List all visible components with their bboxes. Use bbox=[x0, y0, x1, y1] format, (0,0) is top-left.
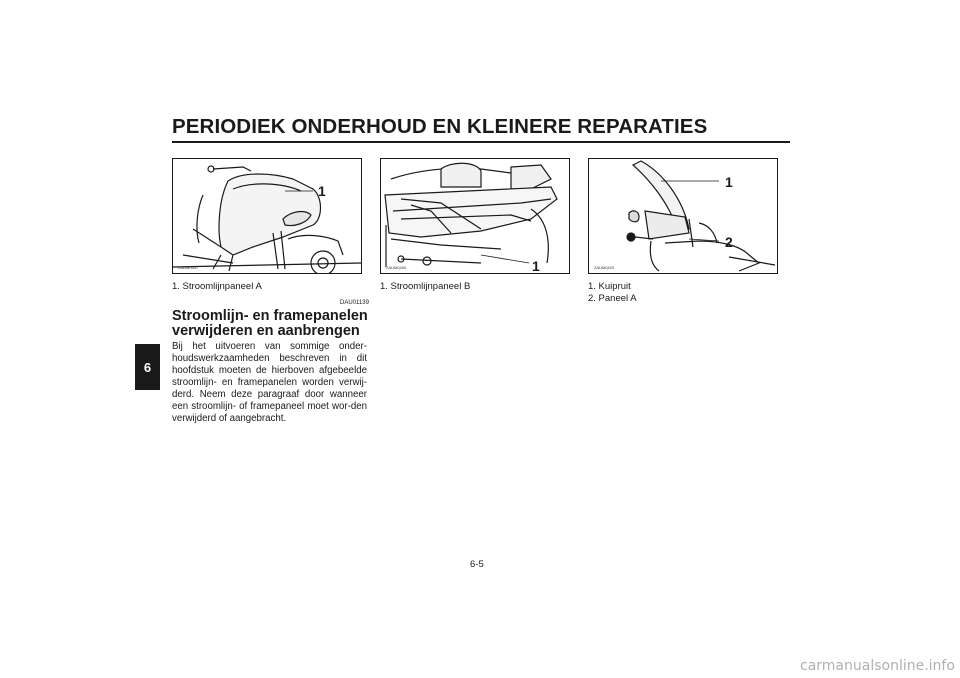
page-number: 6-5 bbox=[470, 559, 484, 570]
figure-windshield bbox=[588, 158, 778, 274]
caption-line: 1. Kuipruit bbox=[588, 281, 631, 292]
section-heading: Stroomlijn- en framepanelen verwijderen en aanbrengen bbox=[172, 308, 368, 339]
cowling-a-illustration bbox=[173, 159, 361, 273]
figure-caption bbox=[588, 281, 637, 305]
watermark[interactable]: carmanualsonline.info bbox=[800, 658, 955, 674]
figure-code: ZAUM0437 bbox=[178, 265, 199, 270]
figure-code: ZAUM0400 bbox=[386, 265, 407, 270]
figure-caption bbox=[172, 281, 262, 293]
caption-line: 2. Paneel A bbox=[588, 293, 637, 304]
figure-cowling-b bbox=[380, 158, 570, 274]
callout-2: 2 bbox=[725, 234, 733, 250]
caption-line: 1. Stroomlijnpaneel A bbox=[172, 281, 262, 292]
callout-1: 1 bbox=[725, 174, 733, 190]
callout-1: 1 bbox=[318, 183, 326, 199]
figure-code: ZAUM0420 bbox=[594, 265, 615, 270]
figure-caption bbox=[380, 281, 470, 293]
cowling-b-illustration bbox=[381, 159, 569, 273]
caption-line: 1. Stroomlijnpaneel B bbox=[380, 281, 471, 292]
chapter-tab[interactable] bbox=[135, 344, 160, 390]
section-body: Bij het uitvoeren van sommige onder-houdswerkzaamheden beschreven in dit hoofdstuk moeten de hierboven afgebeelde stroomlijn- en framepanelen worden verwij-derd. Neem deze paragraaf door wanneer een stroomlijn- of framepaneel moet wor-den verwijderd of aangebracht. bbox=[172, 341, 367, 424]
chapter-tab-label: 6 bbox=[143, 359, 152, 375]
figure-cowling-a bbox=[172, 158, 362, 274]
page-title: PERIODIEK ONDERHOUD EN KLEINERE REPARATIES bbox=[172, 115, 708, 138]
windshield-illustration bbox=[589, 159, 777, 273]
callout-1: 1 bbox=[532, 258, 540, 273]
section-code: DAU01139 bbox=[340, 300, 369, 306]
title-rule bbox=[172, 141, 790, 143]
